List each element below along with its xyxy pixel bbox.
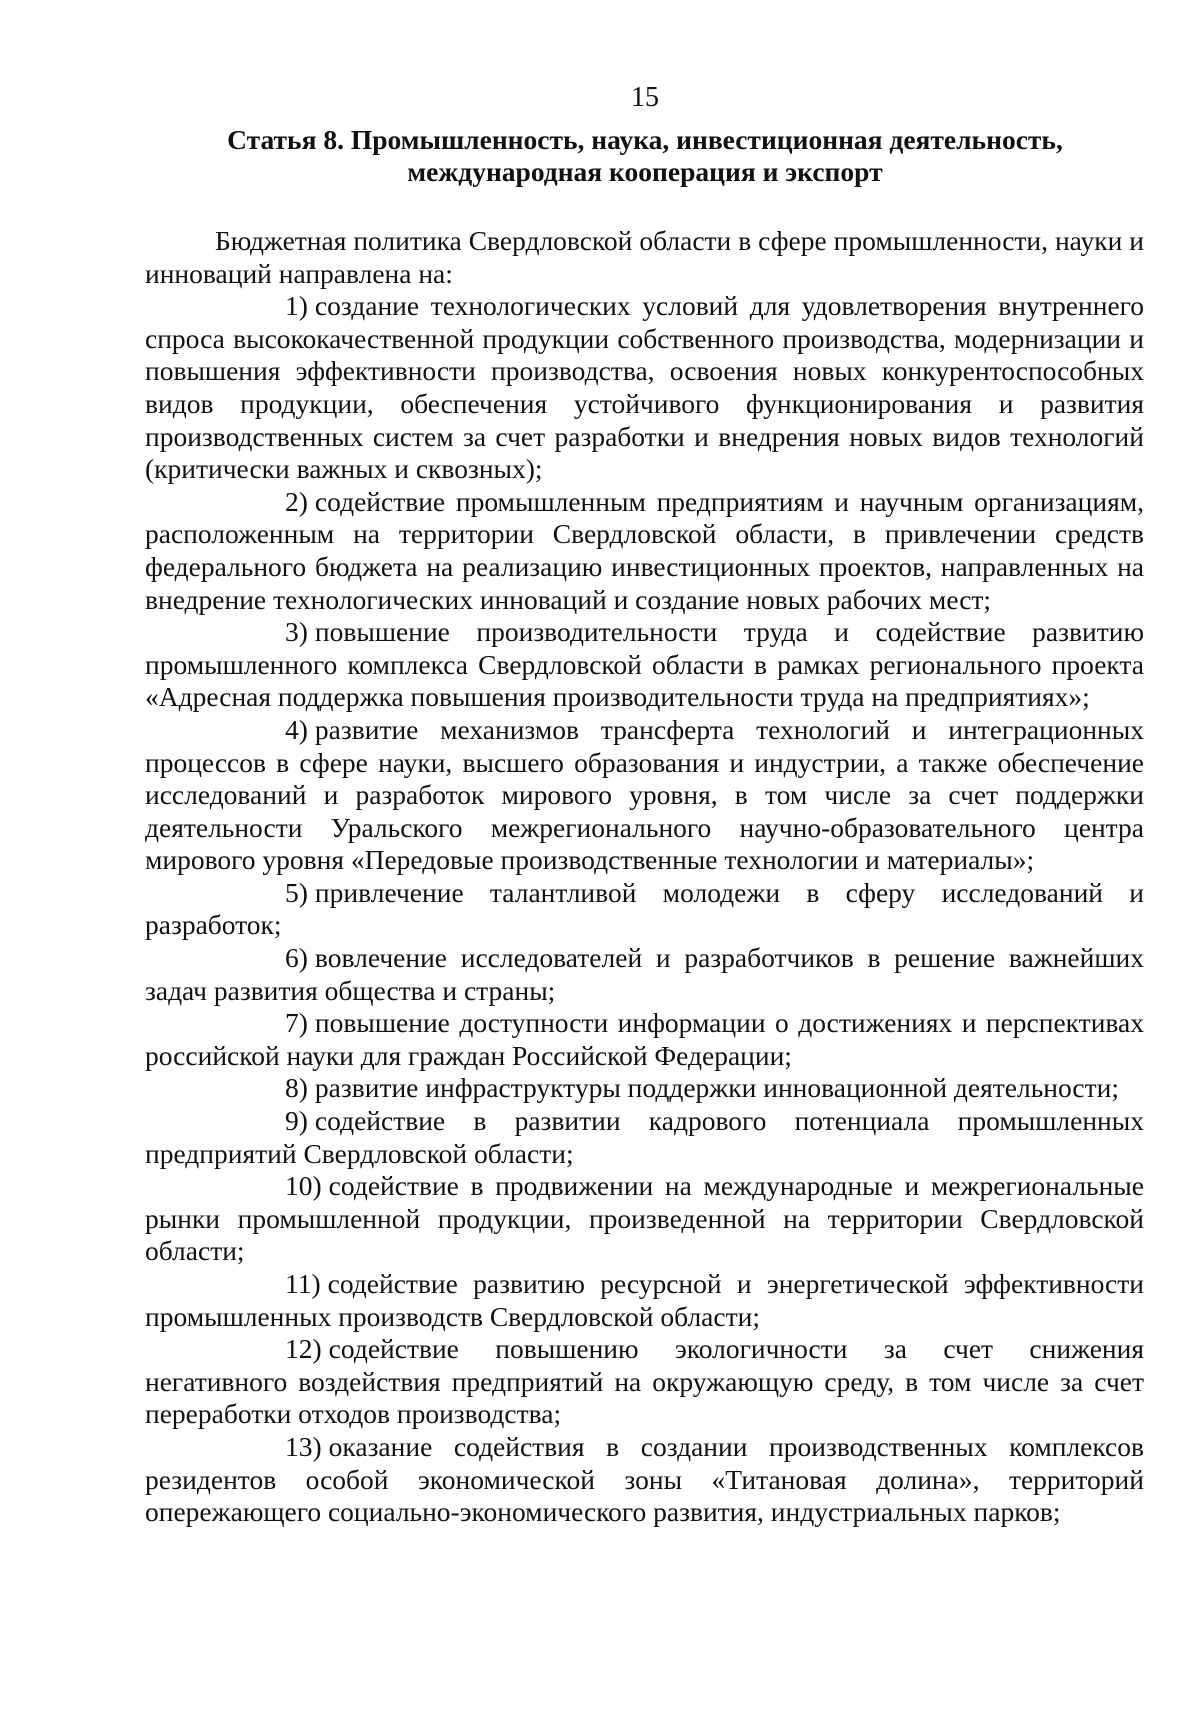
list-item: [145, 616, 1144, 714]
list-item-text: привлечение талантливой молодежи в сферу исследований и разработок;: [145, 876, 1144, 941]
list-item-number: 1): [285, 290, 308, 322]
list-item-number: 3): [285, 616, 308, 648]
list-item: [145, 1170, 1144, 1268]
list-item: [145, 1268, 1144, 1333]
list-item-text: содействие развитию ресурсной и энергетической эффективности промышленных производств Свердловской области;: [145, 1268, 1144, 1332]
list-item-number: 13): [285, 1430, 322, 1462]
list-item: [145, 290, 1144, 486]
list-item: [145, 942, 1144, 1007]
list-item-text: повышение доступности информации о достижениях и перспективах российской науки для граждан Российской Федерации;: [145, 1007, 1144, 1071]
article-heading-line-2: международная кооперация и экспорт: [407, 156, 883, 187]
numbered-list: [145, 290, 1144, 1529]
list-item-number: 2): [285, 485, 308, 517]
list-item-number: 11): [285, 1268, 321, 1299]
page-number: 15: [631, 82, 659, 113]
list-item-text: содействие промышленным предприятиям и научным организациям, расположенным на территории Свердловской области, в привлечении средств федерального бюджета на реализацию инвестиционных проектов, направленных на внедрение технологических инноваций и создание новых рабочих мест;: [145, 485, 1144, 615]
list-item-number: 8): [285, 1072, 308, 1104]
article-body: [145, 225, 1144, 1529]
list-item-number: 6): [285, 942, 308, 974]
list-item-text: развитие механизмов трансферта технологий и интеграционных процессов в сфере науки, высшего образования и индустрии, а также обеспечение исследований и разработок мирового уровня, в том числе за счет поддержки деятельности Уральского межрегионального научно-образовательного центра мирового уровня «Передовые производственные технологии и материалы»;: [145, 713, 1144, 876]
list-item-number: 4): [285, 713, 308, 745]
list-item: [145, 1105, 1144, 1170]
list-item: [145, 1072, 1144, 1105]
intro-paragraph: Бюджетная политика Свердловской области в сфере промышленности, науки и инноваций направлена на:: [145, 225, 1144, 289]
list-item-text: создание технологических условий для удовлетворения внутреннего спроса высококачественной продукции собственного производства, модернизации и повышения эффективности производства, освоения новых конкурентоспособных видов продукции, обеспечения устойчивого функционирования и развития производственных систем за счет разработки и внедрения новых видов технологий (критически важных и сквозных);: [145, 290, 1144, 485]
list-item-text: развитие инфраструктуры поддержки инновационной деятельности;: [314, 1072, 1119, 1104]
list-item: [145, 486, 1144, 616]
list-item-text: содействие повышению экологичности за счет снижения негативного воздействия предприятий на окружающую среду, в том числе за счет переработки отходов производства;: [145, 1333, 1144, 1430]
list-item-text: повышение производительности труда и содействие развитию промышленного комплекса Свердловской области в рамках регионального проекта «Адресная поддержка повышения производительности труда на предприятиях»;: [145, 616, 1144, 713]
list-item-number: 7): [285, 1007, 308, 1039]
list-item-text: содействие в продвижении на международные и межрегиональные рынки промышленной продукции, произведенной на территории Свердловской области;: [145, 1170, 1144, 1267]
list-item: [145, 1333, 1144, 1431]
list-item-text: вовлечение исследователей и разработчиков в решение важнейших задач развития общества и страны;: [145, 942, 1144, 1006]
list-item: [145, 877, 1144, 942]
list-item-number: 12): [285, 1333, 322, 1365]
list-item-number: 9): [285, 1105, 308, 1137]
article-heading: [145, 124, 1145, 188]
list-item: [145, 714, 1144, 877]
article-heading-line-1: Статья 8. Промышленность, наука, инвестиционная деятельность,: [227, 124, 1063, 155]
list-item: [145, 1431, 1144, 1529]
list-item-text: содействие в развитии кадрового потенциала промышленных предприятий Свердловской области;: [145, 1105, 1144, 1169]
list-item-number: 10): [285, 1170, 322, 1202]
list-item: [145, 1007, 1144, 1072]
list-item-number: 5): [285, 876, 308, 908]
list-item-text: оказание содействия в создании производственных комплексов резидентов особой экономической зоны «Титановая долина», территорий опережающего социально-экономического развития, индустриальных парков;: [145, 1430, 1144, 1528]
